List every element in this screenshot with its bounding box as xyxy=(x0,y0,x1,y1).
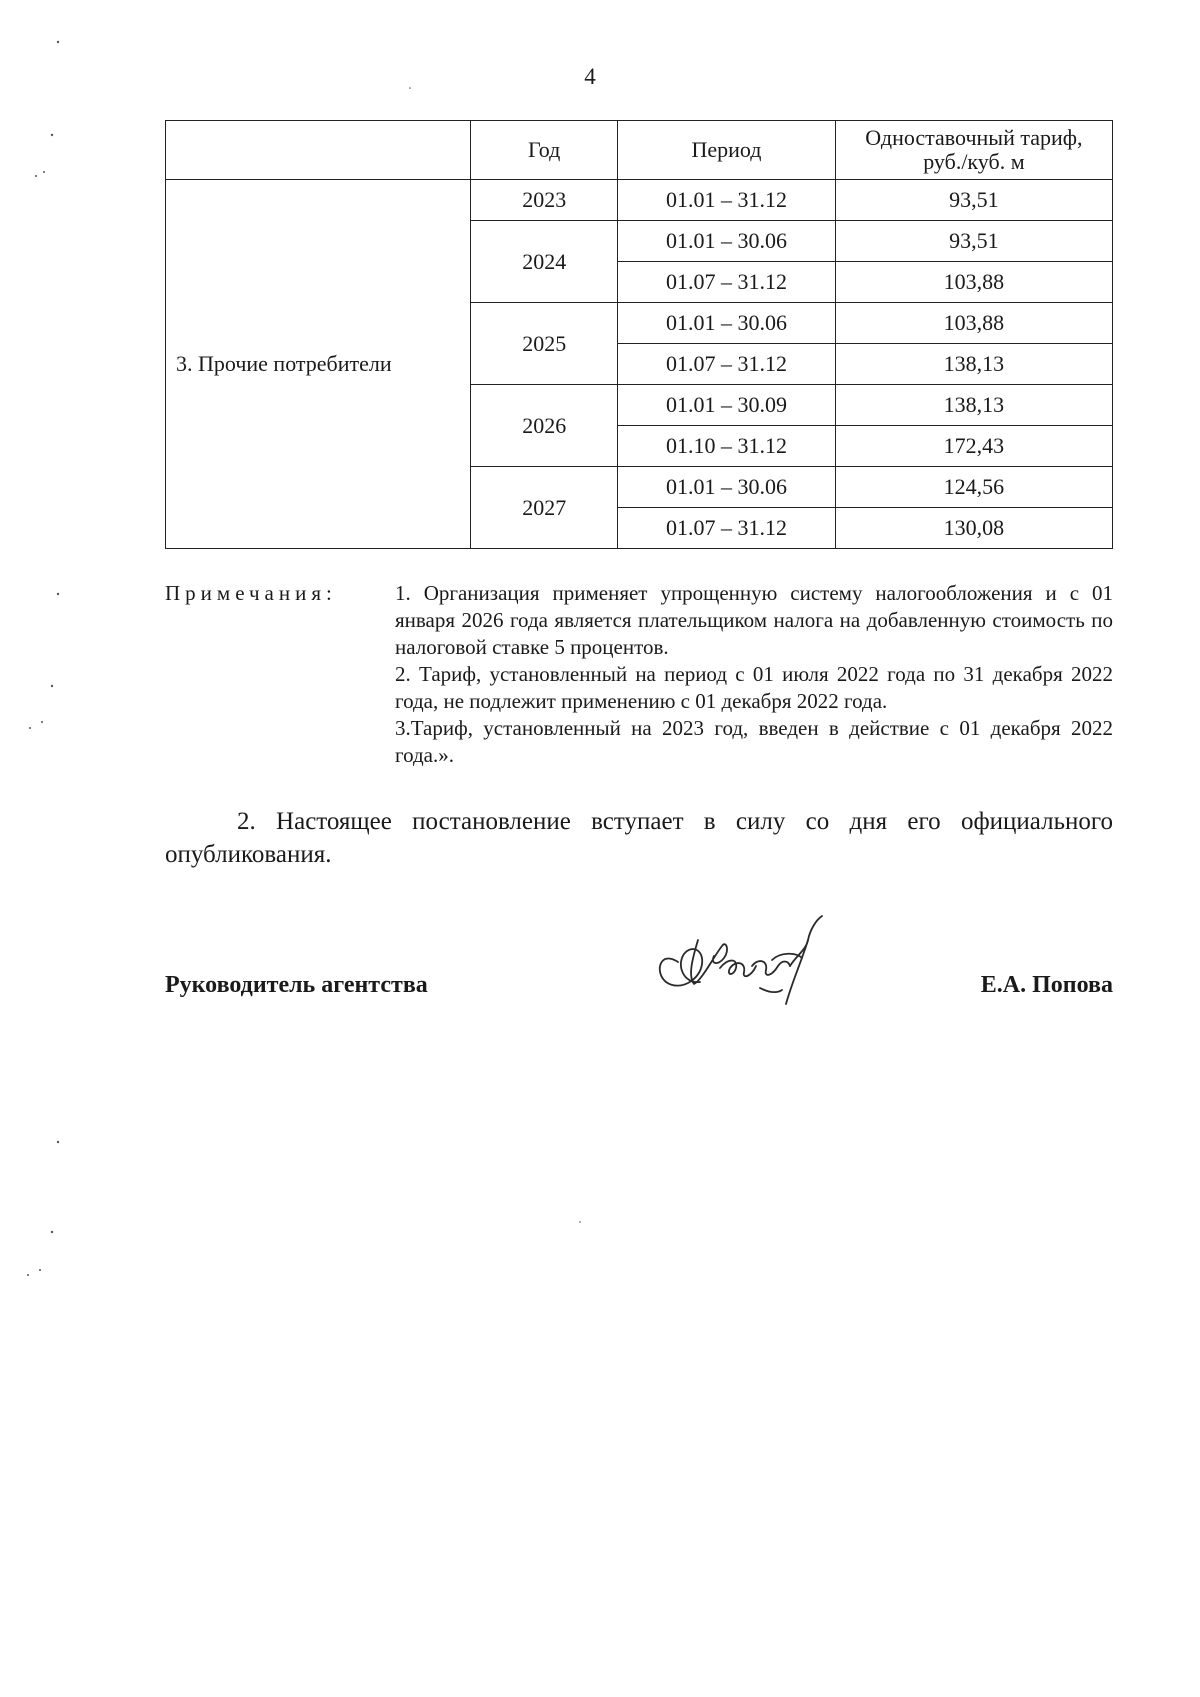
year-cell: 2027 xyxy=(471,467,618,549)
period-cell: 01.07 – 31.12 xyxy=(618,508,836,549)
header-period: Период xyxy=(618,121,836,180)
header-consumer xyxy=(166,121,471,180)
header-year: Год xyxy=(471,121,618,180)
tariff-cell: 138,13 xyxy=(835,344,1112,385)
year-cell: 2026 xyxy=(471,385,618,467)
tariff-cell: 103,88 xyxy=(835,303,1112,344)
tariff-cell: 103,88 xyxy=(835,262,1112,303)
resolution-paragraph: 2. Настоящее постановление вступает в силу со дня его официального опубликования. xyxy=(165,808,1113,868)
year-cell: 2024 xyxy=(471,221,618,303)
tariff-cell: 172,43 xyxy=(835,426,1112,467)
page-number: 4 xyxy=(584,64,596,89)
table-row xyxy=(166,180,1113,221)
note-item: 3.Тариф, установленный на 2023 год, введен в действие с 01 декабря 2022 года.». xyxy=(395,716,1113,767)
tariff-cell: 138,13 xyxy=(835,385,1112,426)
period-cell: 01.01 – 30.09 xyxy=(618,385,836,426)
consumer-cell: 3. Прочие потребители xyxy=(166,180,471,549)
period-cell: 01.10 – 31.12 xyxy=(618,426,836,467)
signatory-name: Е.А. Попова xyxy=(980,972,1113,998)
handwritten-signature xyxy=(640,910,840,1010)
tariff-table xyxy=(165,120,1113,549)
year-cell: 2025 xyxy=(471,303,618,385)
period-cell: 01.01 – 30.06 xyxy=(618,303,836,344)
table-header-row xyxy=(166,121,1113,180)
period-cell: 01.01 – 31.12 xyxy=(618,180,836,221)
header-tariff-line1: Одноставочный тариф, xyxy=(865,125,1083,150)
tariff-cell: 124,56 xyxy=(835,467,1112,508)
period-cell: 01.07 – 31.12 xyxy=(618,344,836,385)
note-item: 1. Организация применяет упрощенную систему налогообложения и с 01 января 2026 года является плательщиком налога на добавленную стоимость по налоговой ставке 5 процентов. xyxy=(395,581,1113,659)
year-cell: 2023 xyxy=(471,180,618,221)
header-tariff xyxy=(835,121,1112,180)
notes-label: Примечания: xyxy=(165,581,337,605)
period-cell: 01.07 – 31.12 xyxy=(618,262,836,303)
period-cell: 01.01 – 30.06 xyxy=(618,221,836,262)
header-tariff-line2: руб./куб. м xyxy=(923,149,1025,174)
period-cell: 01.01 – 30.06 xyxy=(618,467,836,508)
note-item: 2. Тариф, установленный на период с 01 июля 2022 года по 31 декабря 2022 года, не подлежит применению с 01 декабря 2022 года. xyxy=(395,662,1113,713)
signatory-title: Руководитель агентства xyxy=(165,972,428,998)
tariff-cell: 93,51 xyxy=(835,221,1112,262)
notes-list xyxy=(395,580,1113,769)
tariff-cell: 130,08 xyxy=(835,508,1112,549)
tariff-cell: 93,51 xyxy=(835,180,1112,221)
